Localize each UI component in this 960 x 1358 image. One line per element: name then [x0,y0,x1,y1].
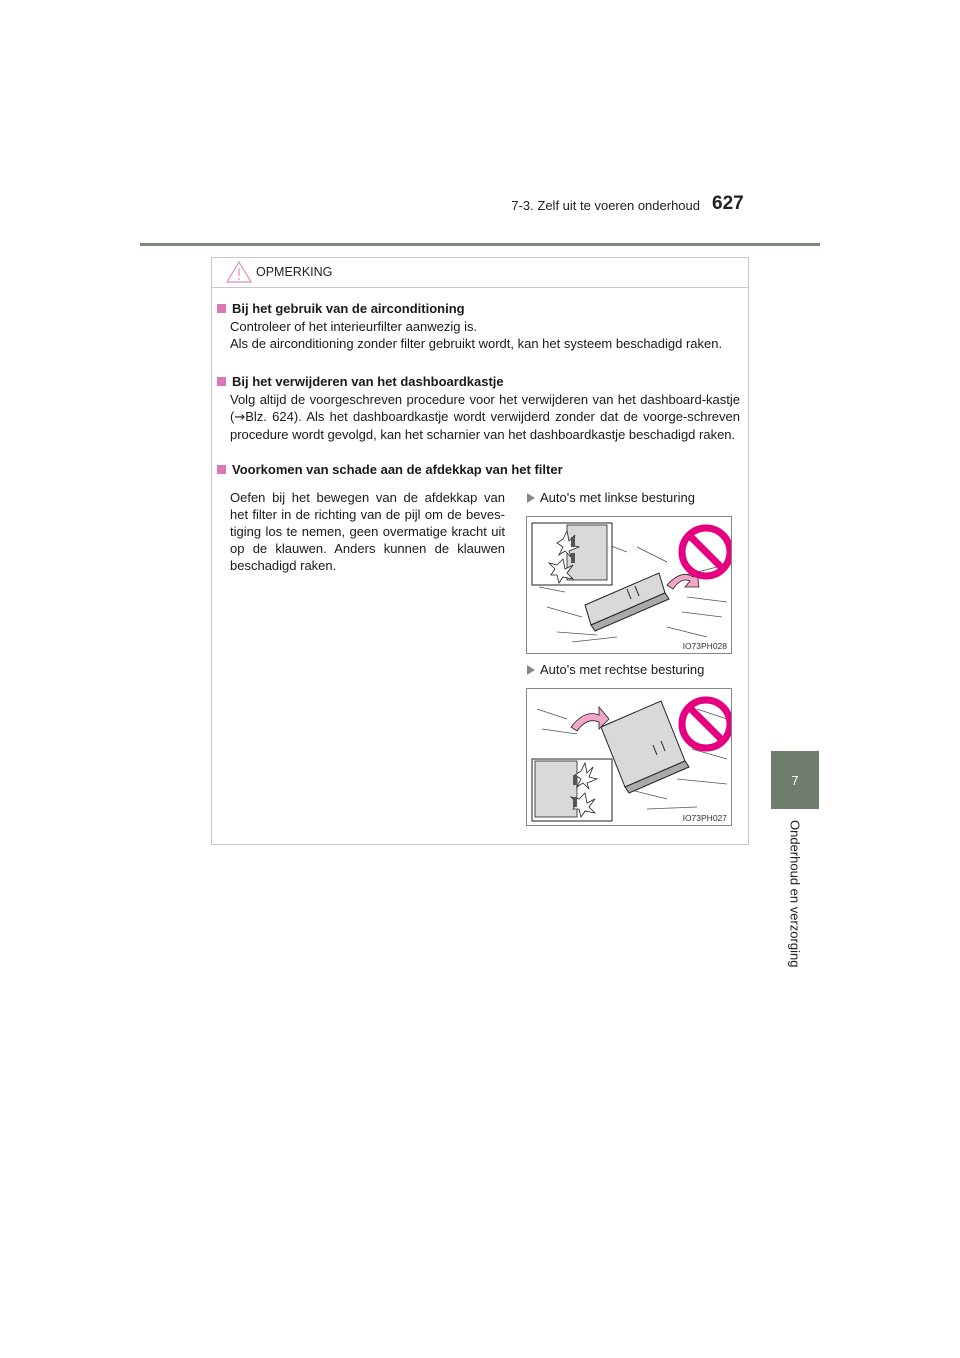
notice-box [211,257,749,845]
body-line: Controleer of het interieurfilter aanwezig is. [230,319,478,334]
header-rule [140,243,820,246]
variant-label-lhd: Auto's met linkse besturing [527,490,695,505]
filter-cover-text: Oefen bij het bewegen van de afdekkap van het filter in de richting van de pijl om de beves-tiging los te nemen, geen overmatige kracht uit op de klauwen. Anders kunnen de klauwen beschadigd raken. [230,490,505,573]
section-heading: Bij het gebruik van de airconditioning [212,300,750,318]
page-header-section-title: 7-3. Zelf uit te voeren onderhoud [511,198,700,213]
figure-code: IO73PH028 [682,641,727,651]
bullet-square-icon [217,465,226,474]
variant-label-rhd: Auto's met rechtse besturing [527,662,704,677]
section-airco [212,300,750,352]
body-line: Als de airconditioning zonder filter gebruikt wordt, kan het systeem beschadigd raken. [230,336,723,351]
section-filter-cover [212,461,750,479]
section-heading: Voorkomen van schade aan de afdekkap van het filter [212,461,750,479]
section-body [230,391,740,443]
triangle-bullet-icon [527,665,535,675]
bullet-square-icon [217,304,226,313]
arrow-right-icon: → [234,410,246,425]
chapter-title [771,820,819,980]
notice-header [212,258,748,288]
section-heading: Bij het verwijderen van het dashboardkastje [212,373,750,391]
chapter-title-text: Onderhoud en verzorging [787,820,803,968]
page-reference-link[interactable]: Blz. 624). Als het dashboardkastje wordt verwijderd zonder dat de voorge-schreven procedure wordt gevolgd, kan het scharnier van het dashboardkastje beschadigd raken. [230,409,740,442]
notice-label: OPMERKING [256,265,333,279]
warning-triangle-icon [226,261,252,283]
chapter-number: 7 [791,772,799,788]
page-number: 627 [712,193,744,214]
bullet-square-icon [217,377,226,386]
section-body [230,318,740,352]
section-glovebox [212,373,750,443]
figure-rhd [526,688,732,826]
figure-lhd [526,516,732,654]
chapter-tab[interactable] [771,751,819,809]
figure-code: IO73PH027 [682,813,727,823]
triangle-bullet-icon [527,493,535,503]
body-paragraph: Volg altijd de voorgeschreven procedure voor het verwijderen van het dashboard-kastje (→Blz. 624). Als het dashboardkastje wordt verwijderd zonder dat de voorge-schreven procedure wordt gevolgd, kan het scharnier van het dashboardkastje beschadigd raken. [230,392,740,442]
